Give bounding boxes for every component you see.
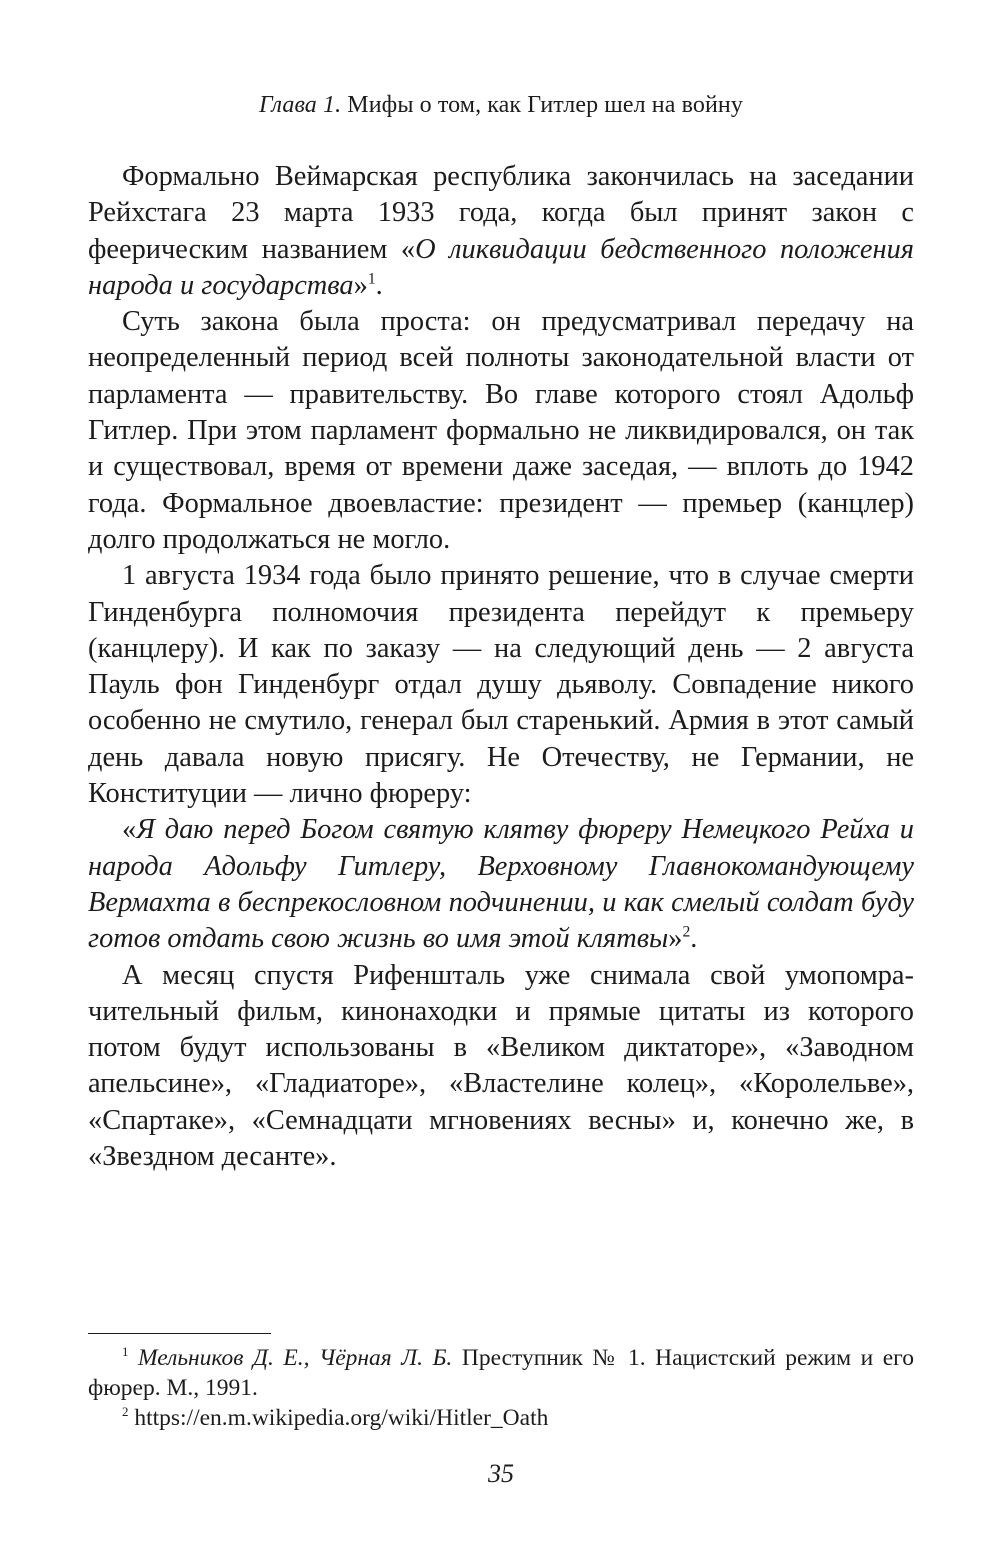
- footnote-1: [88, 1343, 914, 1403]
- footnote-1-text: Преступник № 1. Нацистский режим и его фюрер. М., 1991.: [88, 1345, 914, 1401]
- paragraph-end: .: [690, 923, 698, 955]
- paragraph-end: .: [375, 269, 383, 301]
- footnote-1-number: 1: [122, 1344, 129, 1360]
- chapter-label: Глава 1.: [259, 92, 342, 118]
- footnote-ref-1[interactable]: 1: [367, 270, 376, 288]
- page-number: 35: [488, 1459, 514, 1488]
- opening-quote: «: [122, 814, 137, 846]
- body-text: [88, 159, 914, 1175]
- oath-quote: [88, 812, 914, 957]
- paragraph-1: [88, 159, 914, 304]
- paragraph-3: 1 августа 1934 года было принято решение, что в случае смерти Гинденбурга полномочия президента перейдут к премьеру (канцлеру). И как по заказу — на следующий день — 2 августа Пауль фон Гинденбург отдал душу дьяволу. Совпадение никого особенно не смутило, генерал был старенький. Армия в этот самый день давала новую присягу. Не Отечеству, не Германии, не Конституции — лично фюреру:: [88, 560, 914, 810]
- book-page: [88, 0, 914, 1541]
- footnote-divider: [88, 1333, 271, 1334]
- paragraph-5: А месяц спустя Рифеншталь уже снимала свой умопомрачительный фильм, кинонаходки и прямые цитаты из которого потом будут использованы в «Великом диктаторе», «Заводном апельсине», «Гладиаторе», «Властелине колец», «Королельве», «Спартаке», «Семнадцати мгновениях весны» и, конечно же, в «Звездном десанте».: [88, 959, 914, 1173]
- paragraph-1-text: Формально Веймарская республика закончилась на заседании Рейхстага 23 марта 1933 года, когда был принят закон с феерическим названием «: [88, 161, 914, 265]
- law-title-italic: О ликвидации бедственного положения народа и государства: [88, 233, 914, 301]
- oath-text-italic: Я даю перед Богом святую клятву фюреру Немецкого Рейха и народа Адольфу Гитлеру, Верховному Главнокомандующему Вермахта в беспрекословном подчинении, и как смелый солдат буду готов отдать свою жизнь во имя этой клятвы: [88, 814, 914, 955]
- footnote-2: [88, 1403, 914, 1433]
- footnote-1-authors: Мельников Д. Е., Чёрная Л. Б.: [128, 1345, 453, 1371]
- footnote-2-link[interactable]: https://en.m.wikipedia.org/wiki/Hitler_Oath: [128, 1405, 549, 1431]
- footnote-ref-2[interactable]: 2: [682, 923, 691, 941]
- paragraph-2: Суть закона была проста: он предусматривал передачу на неопределенный период всей полноты законодательной власти от парламента — правительству. Во главе которого стоял Адольф Гитлер. При этом парламент формально не ликвидировался, он так и существовал, время от времени даже заседая, — вплоть до 1942 года. Формальное двоевластие: президент — премьер (канцлер) долго продолжаться не могло.: [88, 306, 914, 555]
- closing-quote: »: [353, 269, 368, 301]
- footnote-2-number: 2: [122, 1404, 129, 1420]
- closing-quote: »: [668, 923, 683, 955]
- running-header: [88, 89, 914, 121]
- chapter-title: Мифы о том, как Гитлер шел на войну: [341, 92, 743, 118]
- footnotes: [88, 1343, 914, 1433]
